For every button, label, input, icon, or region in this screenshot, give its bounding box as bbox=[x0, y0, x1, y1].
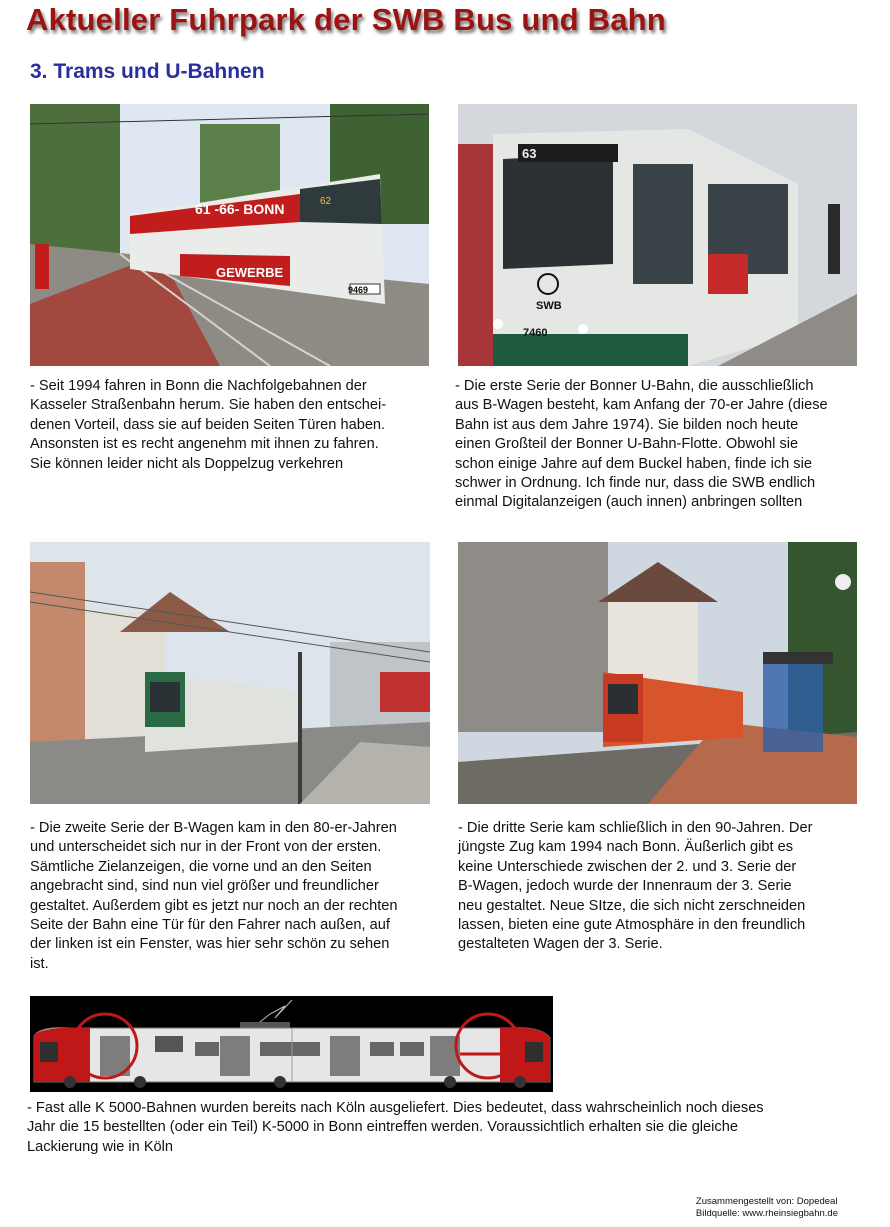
tram-ad-text: GEWERBE bbox=[216, 265, 284, 280]
caption-line: Jahr die 15 bestellten (oder ein Teil) K-5000 in Bonn eintreffen werden. Voraussichtlich erhalten sie die gleiche bbox=[27, 1119, 738, 1136]
caption-line: keine Unterschiede zwischen der 2. und 3. Serie der bbox=[458, 858, 797, 875]
caption-bwagen-series1 bbox=[455, 377, 885, 513]
caption-line: - Die zweite Serie der B-Wagen kam in den 80-er-Jahren bbox=[30, 820, 397, 836]
caption-line: einen Großteil der Bonner U-Bahn-Flotte. Obwohl sie bbox=[455, 436, 799, 453]
photo-tram-low-floor bbox=[30, 104, 429, 366]
caption-line: - Die dritte Serie kam schließlich in den 90-Jahren. Der bbox=[458, 820, 813, 836]
caption-line: Lackierung wie in Köln bbox=[27, 1138, 174, 1155]
caption-line: gestaltet. Außerdem gibt es jetzt nur noch an der rechten bbox=[30, 897, 398, 914]
photo-bwagen-series1 bbox=[458, 104, 857, 366]
tram-fleet-number: 9469 bbox=[348, 285, 369, 295]
image-source: Bildquelle: www.rheinsiegbahn.de bbox=[695, 1208, 838, 1219]
tram-roof-sign: 61 -66- BONN bbox=[195, 201, 285, 217]
photo-bwagen-series3 bbox=[458, 542, 857, 804]
caption-line: - Die erste Serie der Bonner U-Bahn, die ausschließlich bbox=[455, 378, 814, 394]
page-title: Aktueller Fuhrpark der SWB Bus und Bahn bbox=[26, 2, 666, 37]
caption-line: B-Wagen, jedoch wurde der Innenraum der 3. Serie bbox=[458, 878, 792, 895]
caption-line: einmal Digitalanzeigen (auch innen) anbringen sollten bbox=[455, 494, 803, 511]
caption-bwagen-series2 bbox=[30, 819, 450, 974]
caption-line: denen Vorteil, dass sie auf beiden Seiten Türen haben. bbox=[30, 416, 386, 433]
caption-line: Seite der Bahn eine Tür für den Fahrer nach außen, auf bbox=[30, 917, 390, 934]
credits bbox=[696, 1196, 838, 1220]
caption-line: Kasseler Straßenbahn herum. Sie haben den entschei- bbox=[30, 397, 387, 414]
caption-k5000 bbox=[27, 1099, 857, 1157]
caption-line: aus B-Wagen besteht, kam Anfang der 70-er Jahre (diese bbox=[455, 397, 828, 414]
caption-line: lassen, bieten eine gute Atmosphäre in den freundlich bbox=[458, 917, 806, 934]
caption-bwagen-series3 bbox=[458, 819, 878, 955]
swb-logo-text: SWB bbox=[536, 300, 562, 312]
line-number-sign: 63 bbox=[522, 146, 537, 161]
caption-line: und unterscheidet sich nur in der Front von der ersten. bbox=[30, 839, 382, 856]
caption-line: ist. bbox=[30, 955, 49, 972]
caption-line: Bahn ist aus dem Jahre 1974). Sie bilden noch heute bbox=[455, 416, 799, 433]
caption-line: angebracht sind, sind nun viel größer und freundlicher bbox=[30, 878, 379, 895]
caption-line: schon einige Jahre auf dem Buckel haben, finde ich sie bbox=[455, 455, 812, 472]
tram-destination: 62 bbox=[320, 196, 332, 207]
caption-line: neu gestaltet. Neue SItze, die sich nicht zerschneiden bbox=[458, 897, 806, 914]
section-heading: 3. Trams und U-Bahnen bbox=[30, 60, 265, 83]
caption-line: Sie können leider nicht als Doppelzug verkehren bbox=[30, 455, 344, 472]
caption-line: jüngste Zug kam 1994 nach Bonn. Äußerlich gibt es bbox=[458, 839, 794, 856]
caption-line: Sämtliche Zielanzeigen, die vorne und an den Seiten bbox=[30, 858, 372, 875]
caption-line: - Fast alle K 5000-Bahnen wurden bereits nach Köln ausgeliefert. Dies bedeutet, dass wahrscheinlich noch dieses bbox=[27, 1100, 764, 1116]
caption-line: der linken ist ein Fenster, was hier sehr schön zu sehen bbox=[30, 936, 390, 953]
caption-line: Ansonsten ist es recht angenehm mit ihnen zu fahren. bbox=[30, 436, 379, 453]
diagram-k5000-side-view bbox=[30, 996, 553, 1092]
photo-bwagen-series2 bbox=[30, 542, 430, 804]
caption-line: schwer in Ordnung. Ich finde nur, dass die SWB endlich bbox=[455, 475, 816, 492]
caption-line: - Seit 1994 fahren in Bonn die Nachfolgebahnen der bbox=[30, 378, 367, 394]
caption-tram-low-floor bbox=[30, 377, 450, 474]
bwagen-fleet-number: 7460 bbox=[523, 327, 548, 339]
caption-line: gestalteten Wagen der 3. Serie. bbox=[458, 936, 663, 953]
compiled-by: Zusammengestellt von: Dopedeal bbox=[695, 1196, 838, 1207]
